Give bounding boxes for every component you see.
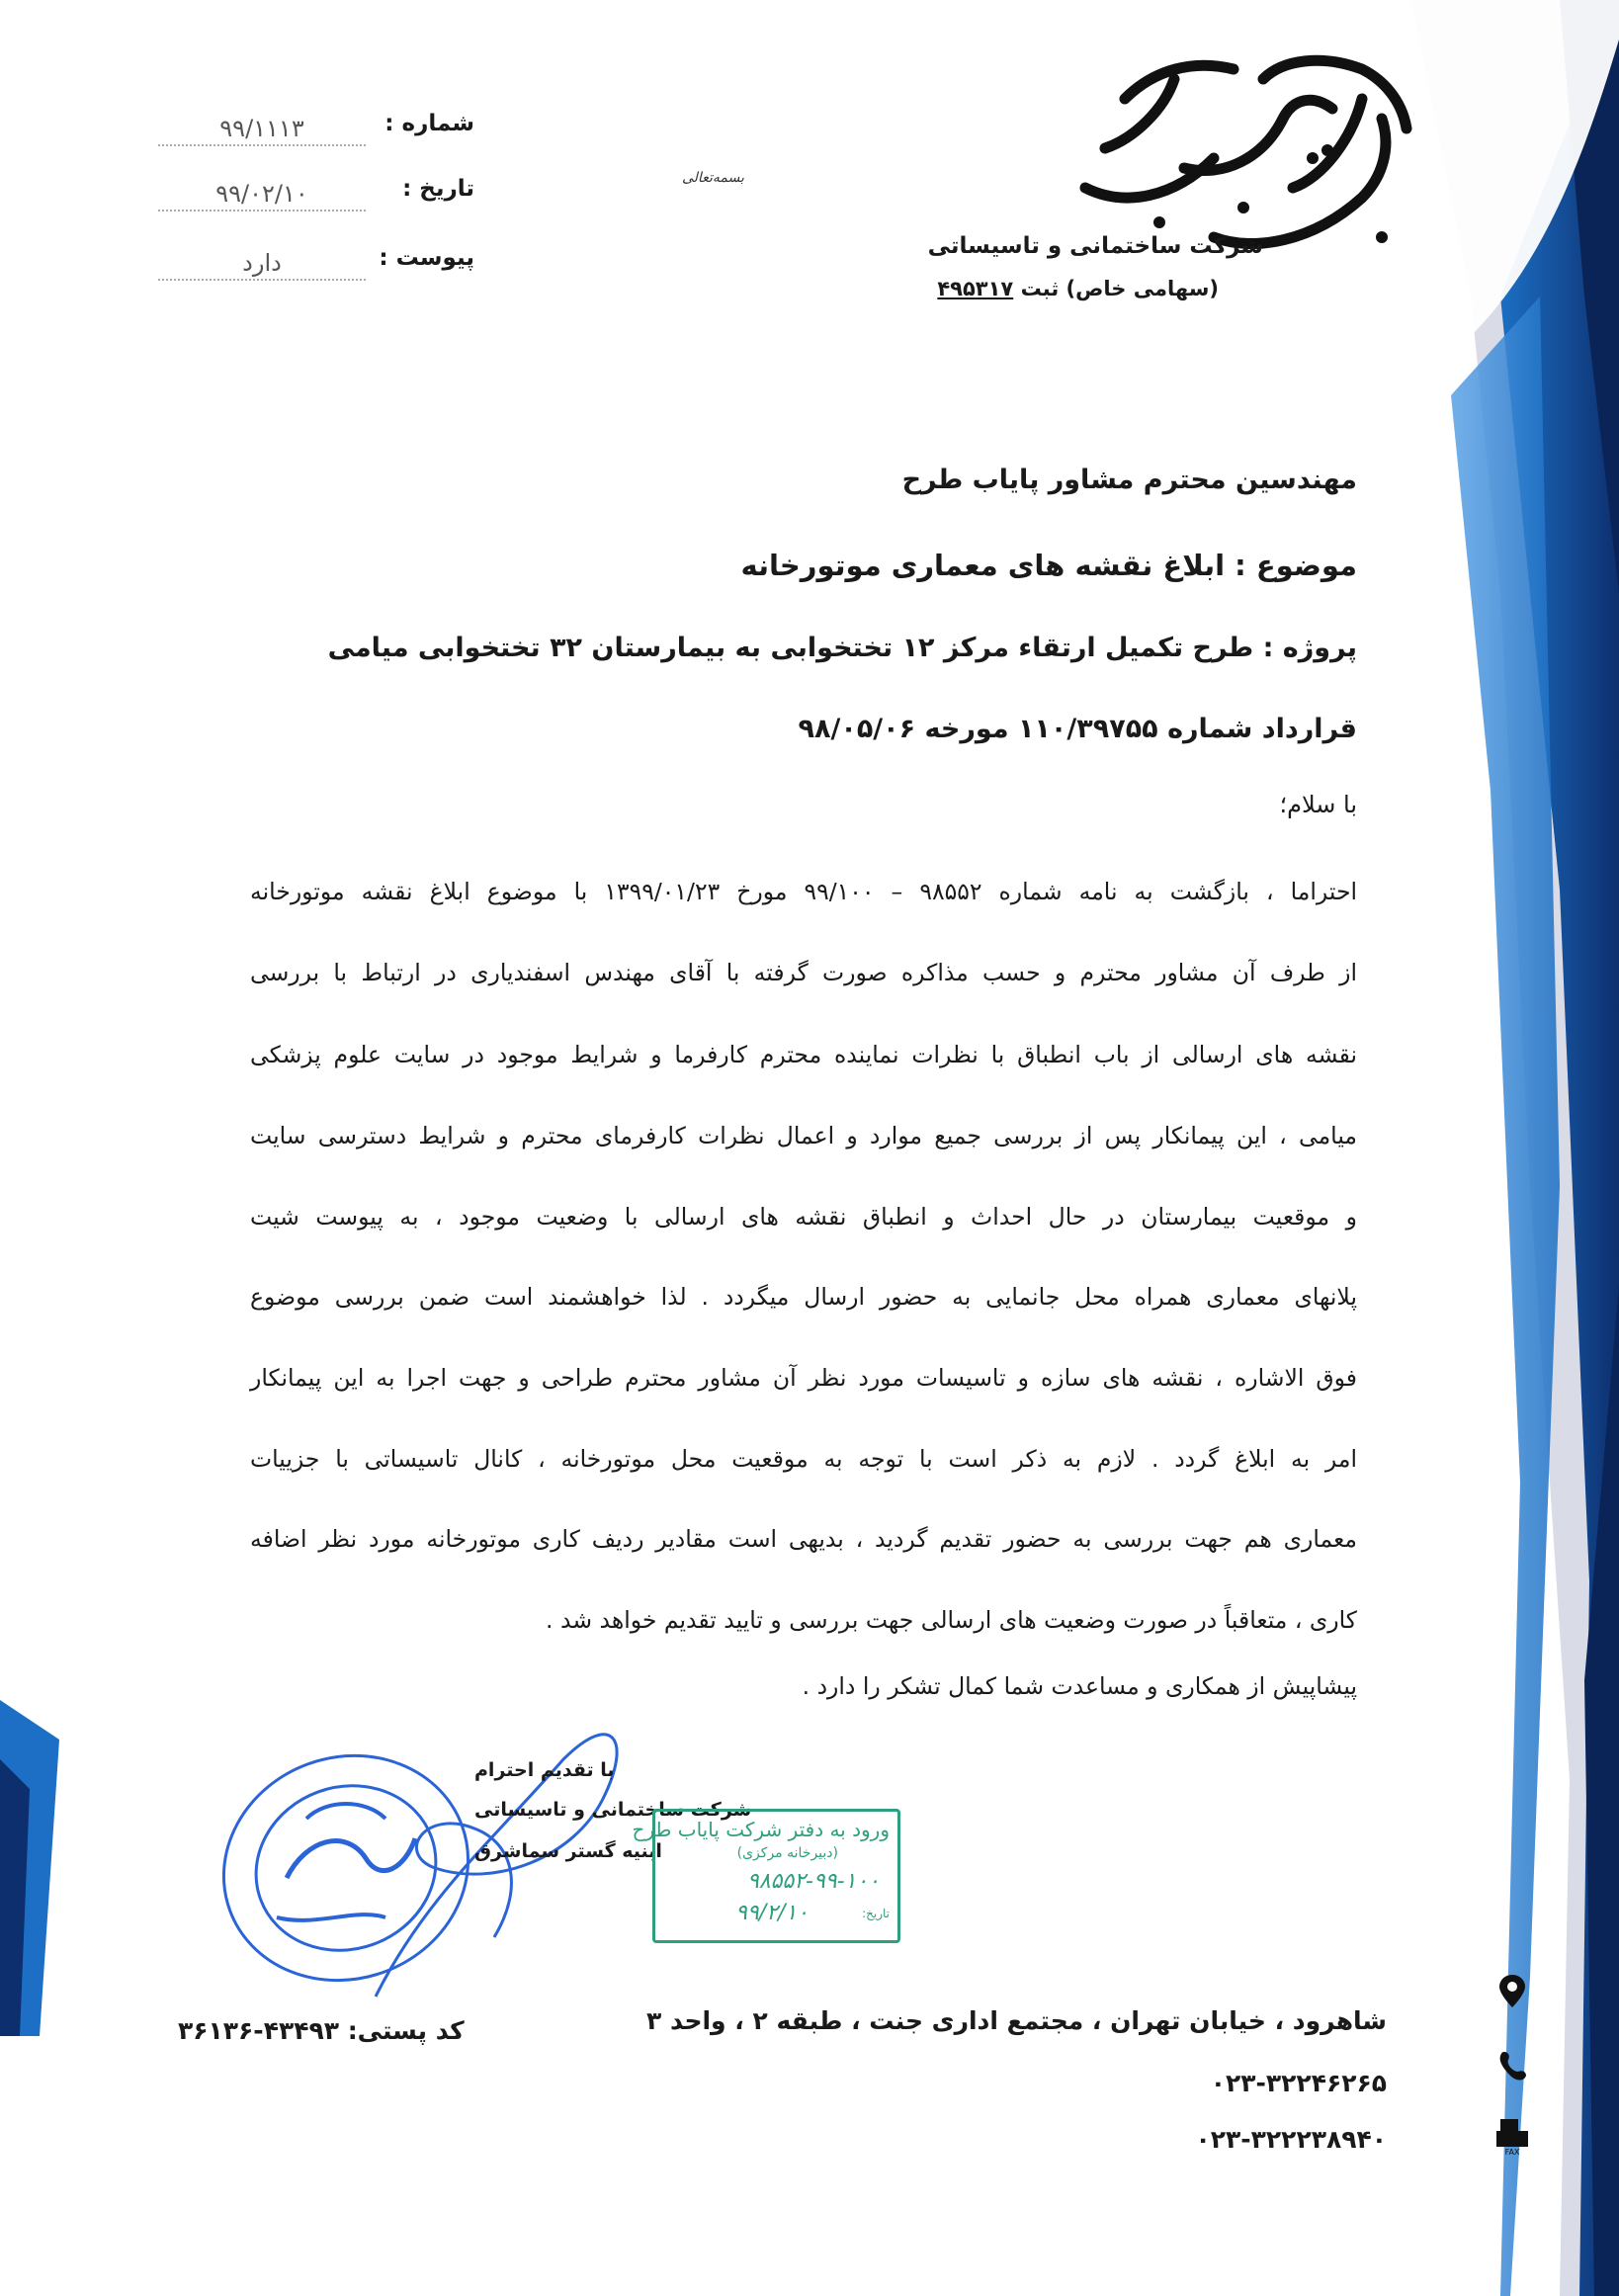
subject: موضوع : ابلاغ نقشه های معماری موتورخانه: [740, 549, 1357, 582]
basmala: بسمه‌تعالی: [682, 170, 744, 186]
closing-line: ابنیه گستر سماشرق: [474, 1840, 662, 1862]
stamp-number: ۹۸۵۵۲-۹۹-۱۰۰: [746, 1869, 880, 1894]
stamp-date: ۹۹/۲/۱۰: [735, 1901, 809, 1925]
body-line: میامی ، این پیمانکار پس از بررسی جمیع موارد و اعمال نظرات کارفرمای محترم و شرایط دسترسی سایت: [250, 1122, 1357, 1149]
body-line: احتراما ، بازگشت به نامه شماره ۹۸۵۵۲ – ۹۹/۱۰۰ مورخ ۱۳۹۹/۰۱/۲۳ با موضوع ابلاغ نقشه موتورخانه: [250, 878, 1358, 905]
body-line: نقشه های ارسالی از باب انطباق با نظرات نماینده محترم کارفرما و شرایط موجود در سایت علوم پزشکی: [250, 1041, 1357, 1068]
letter-attachment-value: دارد: [158, 249, 366, 281]
postal-code: کد پستی: ۴۳۴۹۳-۳۶۱۳۶: [178, 2016, 465, 2045]
phone-number: ۰۲۳-۳۲۲۴۶۲۶۵: [1210, 2069, 1387, 2097]
company-reg-number: ۴۹۵۳۱۷: [937, 277, 1014, 300]
body-line: فوق الاشاره ، نقشه های سازه و تاسیسات مورد نظر آن مشاور محترم طراحی و جهت اجرا به این پیمانکار: [250, 1364, 1357, 1392]
letter-number-row: [158, 111, 474, 150]
fax-icon: [1492, 2115, 1532, 2155]
location-pin-icon: [1492, 1972, 1532, 2011]
closing-line: با تقدیم احترام: [474, 1759, 615, 1781]
letter-date-value: ۹۹/۰۲/۱۰: [158, 180, 366, 212]
company-reg-prefix: (سهامی خاص) ثبت: [1020, 277, 1219, 300]
letter-attachment-label: پیوست :: [379, 245, 474, 271]
greeting: با سلام؛: [1279, 791, 1357, 818]
address: شاهرود ، خیابان تهران ، مجتمع اداری جنت ، طبقه ۲ ، واحد ۳: [646, 2006, 1387, 2035]
project-title: پروژه : طرح تکمیل ارتقاء مرکز ۱۲ تختخوابی به بیمارستان ۳۲ تختخوابی میامی: [327, 633, 1357, 663]
phone-icon: [1492, 2046, 1532, 2085]
body-line: امر به ابلاغ گردد . لازم به ذکر است با توجه به موقعیت محل موتورخانه ، کانال تاسیساتی با جزییات: [250, 1445, 1357, 1473]
letter-date-label: تاریخ :: [402, 176, 474, 202]
recipient: مهندسین محترم مشاور پایاب طرح: [901, 465, 1357, 495]
stamp-subtitle: (دبیرخانه مرکزی): [736, 1845, 838, 1861]
stamp-title: ورود به دفتر شرکت پایاب طرح: [632, 1818, 890, 1841]
company-type: شرکت ساختمانی و تاسیساتی: [927, 233, 1263, 259]
letter-date-row: [158, 176, 474, 215]
decorative-corner-strip: [0, 1700, 79, 2036]
body-line: و موقعیت بیمارستان در حال احداث و انطباق نقشه های ارسالی با وضعیت موجود ، به پیوست شیت: [250, 1203, 1357, 1231]
body-line: پلانهای معماری همراه محل جانمایی به حضور ارسال میگردد . لذا خواهشمند است ضمن بررسی موضوع: [250, 1283, 1357, 1311]
letter-attachment-row: [158, 245, 474, 285]
company-registration: [937, 277, 1219, 300]
letter-number-value: ۹۹/۱۱۱۳: [158, 115, 366, 146]
decorative-side-strip: [1411, 0, 1619, 2296]
thanks-line: پیشاپیش از همکاری و مساعدت شما کمال تشکر را دارد .: [802, 1672, 1357, 1700]
body-line: از طرف آن مشاور محترم و حسب مذاکره صورت گرفته با آقای مهندس اسفندیاری در ارتباط با بررسی: [250, 959, 1357, 986]
letter-number-label: شماره :: [384, 111, 474, 136]
contract-line: قرارداد شماره ۱۱۰/۳۹۷۵۵ مورخه ۹۸/۰۵/۰۶: [798, 714, 1357, 744]
fax-number: ۰۲۳-۳۲۲۲۳۸۹۴۰: [1195, 2125, 1387, 2154]
stamp-date-label: تاریخ:: [862, 1907, 890, 1920]
closing-line: شرکت ساختمانی و تاسیساتی: [474, 1799, 752, 1821]
fax-label: FAX: [1504, 2148, 1520, 2155]
receipt-stamp: [632, 1809, 900, 1943]
body-line: معماری هم جهت بررسی به حضور تقدیم گردید ، بدیهی است مقادیر ردیف کاری موتورخانه مورد نظر اضافه: [250, 1525, 1357, 1553]
body-line: کاری ، متعاقباً در صورت وضعیت های ارسالی جهت بررسی و تایید تقدیم خواهد شد .: [546, 1606, 1357, 1634]
signature-and-company-seal: [198, 1720, 692, 2016]
